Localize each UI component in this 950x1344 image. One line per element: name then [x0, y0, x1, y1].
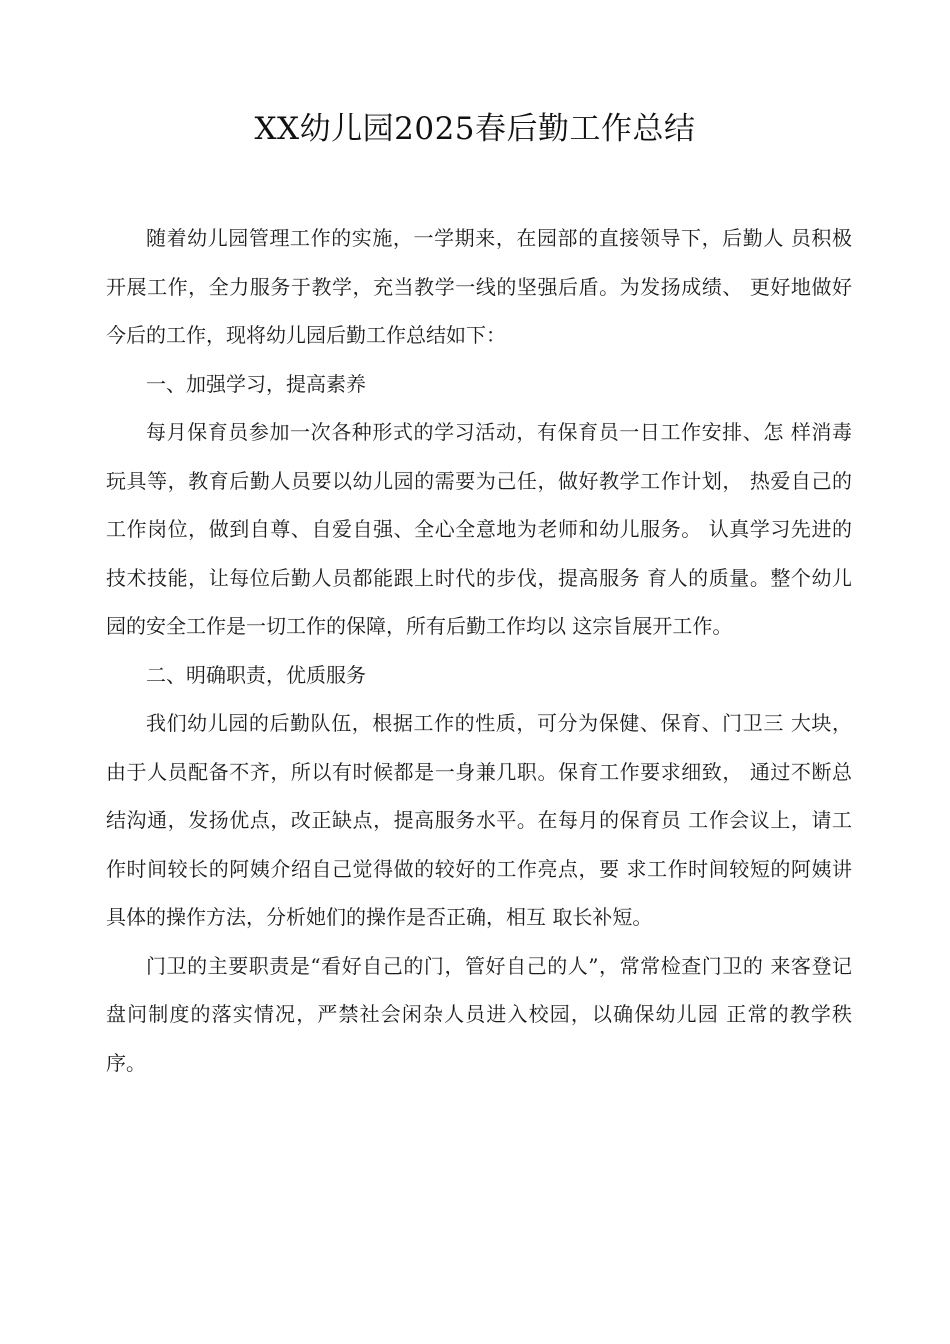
section-heading-1: 一、加强学习，提高素养	[146, 371, 366, 396]
section-1-paragraph: 每月保育员参加一次各种形式的学习活动，有保育员一日工作安排、怎 样消毒玩具等，教育后勤人员要以幼儿园的需要为己任，做好教学工作计划， 热爱自己的工作岗位，做到自尊、自爱自强、全心全意地为老师和幼儿服务。 认真学习先进的技术技能，让每位后勤人员都能跟上时代的步伐，提高服务 育人的质量。整个幼儿园的安全工作是一切工作的保障，所有后勤工作均以 这宗旨展开工作。	[106, 420, 852, 638]
document-title: XX幼儿园2025春后勤工作总结	[254, 111, 696, 147]
section-2-paragraph-2: 门卫的主要职责是“看好自己的门，管好自己的人”，常常检查门卫的 来客登记盘问制度的落实情况，严禁社会闲杂人员进入校园，以确保幼儿园 正常的教学秩序。	[106, 953, 852, 1075]
section-2-paragraph-1: 我们幼儿园的后勤队伍，根据工作的性质，可分为保健、保育、门卫三 大块，由于人员配备不齐，所以有时候都是一身兼几职。保育工作要求细致， 通过不断总结沟通，发扬优点，改正缺点，提高服务水平。在每月的保育员 工作会议上，请工作时间较长的阿姨介绍自己觉得做的较好的工作亮点，要 求工作时间较短的阿姨讲具体的操作方法，分析她们的操作是否正确，相互 取长补短。	[106, 711, 852, 929]
document-body	[106, 214, 852, 1087]
intro-paragraph: 随着幼儿园管理工作的实施，一学期来，在园部的直接领导下，后勤人 员积极开展工作，全力服务于教学，充当教学一线的坚强后盾。为发扬成绩、 更好地做好今后的工作，现将幼儿园后勤工作总结如下：	[106, 226, 852, 347]
section-heading-2: 二、明确职责，优质服务	[146, 662, 366, 687]
